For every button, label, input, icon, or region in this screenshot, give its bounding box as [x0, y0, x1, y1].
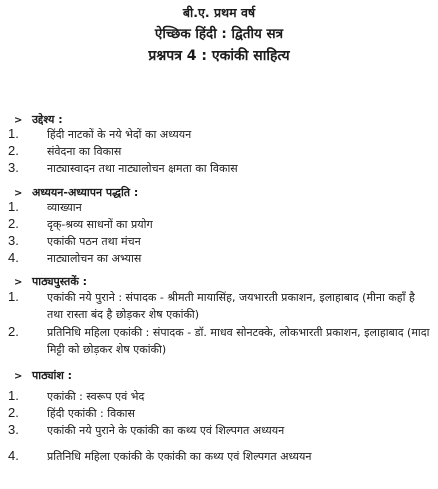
- section-heading: > अध्ययन-अध्यापन पद्धति :: [14, 186, 139, 199]
- section-heading: > पाठ्यपुस्तकें :: [14, 275, 87, 288]
- arrow-bullet-icon: >: [14, 115, 23, 126]
- paper-title: प्रश्नपत्र 4 : एकांकी साहित्य: [148, 48, 290, 64]
- course-subtitle: ऐच्छिक हिंदी : द्वितीय सत्र: [154, 26, 284, 42]
- arrow-bullet-icon: >: [14, 371, 23, 382]
- arrow-bullet-icon: >: [14, 277, 23, 288]
- section-heading: > पाठ्यांश :: [14, 369, 73, 382]
- document-page: बी.ए. प्रथम वर्ष ऐच्छिक हिंदी : द्वितीय सत्र प्रश्नपत्र 4 : एकांकी साहित्य > उद्देश्य : 1. हिंदी नाटकों के नये भेदों का अध्ययन 2. संवेदना का विकास 3. नाट्यास्वादन तथा नाट्यालोचन क्षमता का विकास > अध्ययन-अध्यापन पद्धति : 1. व्याख्यान 2. दृक्-श्रव्य साधनों का प्रयोग 3. एकांकी पठन तथा मंचन 4. नाट्यालोचन का अभ्यास > पाठ्यपुस्तकें : 1. एकांकी नये पुराने : संपादक - श्रीमती मायासिंह, जयभारती प्रकाशन, इलाहाबाद (मीना कहाँ है तथा रास्ता बंद है छोड़कर शेष एकांकी) 2. प्रतिनिधि महिला एकांकी : संपादक - डॉ. माधव सोनटक्के, लोकभारती प्रकाशन, इलाहाबाद (मादा मिट्टी को छोड़कर शेष एकांकी) > पाठ्यांश : 1. एकांकी : स्वरूप एवं भेद 2. हिंदी एकांकी : विकास 3. एकांकी नये पुराने के एकांकी का कथ्य एवं शिल्पगत अध्ययन 4. प्रतिनिधि महिला एकांकी के एकांकी का कथ्य एवं शिल्पगत अध्ययन: [0, 0, 438, 489]
- arrow-bullet-icon: >: [14, 188, 23, 199]
- section-heading: > उद्देश्य :: [14, 113, 63, 126]
- course-title: बी.ए. प्रथम वर्ष: [182, 5, 256, 20]
